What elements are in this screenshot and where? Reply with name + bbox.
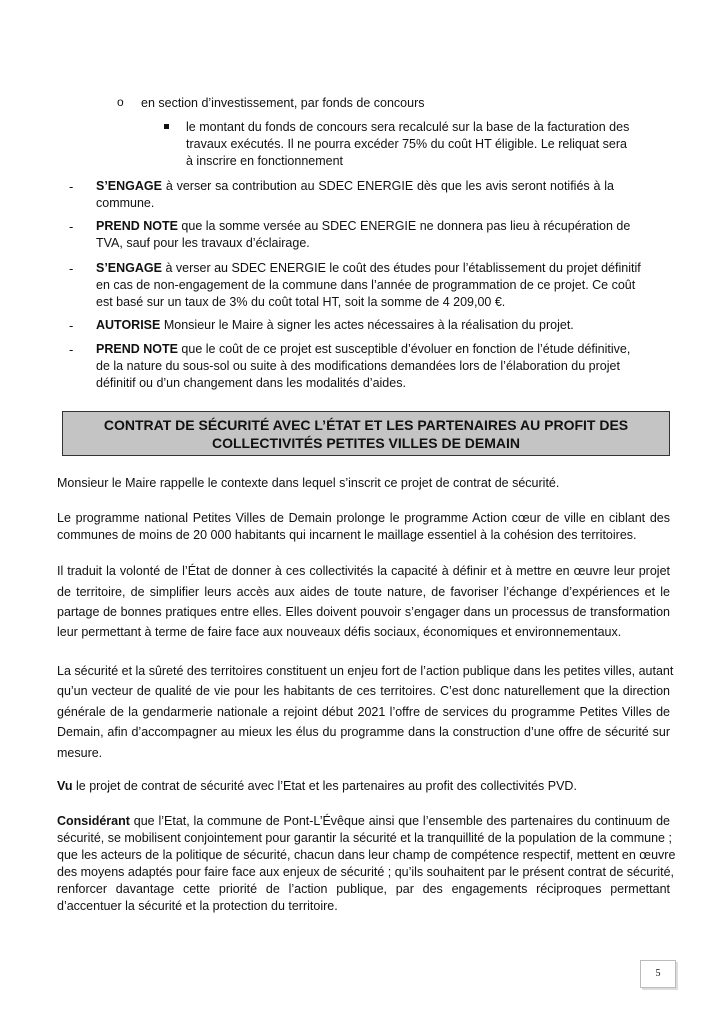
paragraph-line: que les acteurs de la politique de sécurité, chacun dans leur champ de compétence respectif, mettent en œuvre [57, 848, 676, 862]
subsub-line: travaux exécutés. Il ne pourra excéder 75% du coût HT éligible. Le reliquat sera [186, 137, 627, 151]
subsub-line: à inscrire en fonctionnement [186, 154, 344, 168]
paragraph-line: La sécurité et la sûreté des territoires constituent un enjeu fort de l’action publique dans les petites villes, autant [57, 664, 674, 678]
dash-bullet-icon: - [69, 179, 74, 194]
paragraph-line: partage de bonnes pratiques entre elles. Elles doivent pouvoir s’engager dans un processus de transformation [57, 605, 670, 619]
keyword: S’ENGAGE [96, 261, 162, 275]
paragraph-line: Il traduit la volonté de l’État de donner à ces collectivités la capacité à définir et à mettre en œuvre leur projet [57, 564, 670, 578]
list-item-line: définitif ou d’un changement dans les modalités d’aides. [96, 376, 406, 390]
paragraph-line: de territoire, de simplifier leurs accès aux aides de toute nature, de favoriser l’échange d’expériences et le [57, 585, 670, 599]
square-bullet-icon [164, 124, 169, 129]
list-item-line: TVA, sauf pour les travaux d’éclairage. [96, 236, 310, 250]
list-item-line: est basé sur un taux de 3% du coût total HT, soit la somme de 4 209,00 €. [96, 295, 506, 309]
paragraph-line: Considérant que l’Etat, la commune de Pont-L’Évêque ainsi que l’ensemble des partenaires du continuum de [57, 814, 670, 828]
paragraph-line: Vu le projet de contrat de sécurité avec l’Etat et les partenaires au profit des collectivités PVD. [57, 779, 577, 793]
dash-bullet-icon: - [69, 318, 74, 333]
banner-line-2: COLLECTIVITÉS PETITES VILLES DE DEMAIN [211, 435, 521, 451]
paragraph-line: sécurité, se mobilisent conjointement pour garantir la sécurité et la tranquillité de la population de la commune ; [57, 831, 672, 845]
list-item-line: AUTORISE Monsieur le Maire à signer les actes nécessaires à la réalisation du projet. [96, 318, 574, 332]
page-number: 5 [640, 960, 676, 988]
keyword: PREND NOTE [96, 342, 178, 356]
keyword: Considérant [57, 814, 130, 828]
list-item-line: PREND NOTE que la somme versée au SDEC ENERGIE ne donnera pas lieu à récupération de [96, 219, 631, 233]
keyword: AUTORISE [96, 318, 161, 332]
section-heading-banner [62, 411, 670, 456]
paragraph-line: Demain, afin d’accompagner au mieux les élus du programme dans la construction d’une offre de sécurité sur [57, 725, 670, 739]
paragraph-line: renforcer davantage cette priorité de l’action publique, par des engagements réciproques permettant [57, 882, 670, 896]
paragraph-line: Monsieur le Maire rappelle le contexte dans lequel s’inscrit ce projet de contrat de sécurité. [57, 476, 560, 490]
paragraph-line: communes de moins de 20 000 habitants qui incarnent le maillage essentiel à la cohésion des territoires. [57, 528, 637, 542]
dash-bullet-icon: - [69, 261, 74, 276]
list-item-line: en cas de non-engagement de la commune dans l’année de programmation de ce projet. Ce coût [96, 278, 636, 292]
dash-bullet-icon: - [69, 219, 74, 234]
dash-bullet-icon: - [69, 342, 74, 357]
subsub-line: le montant du fonds de concours sera recalculé sur la base de la facturation des [186, 120, 630, 134]
keyword: S’ENGAGE [96, 179, 162, 193]
paragraph-line: leur permettant à terme de faire face aux nouveaux défis sociaux, économiques et environnementaux. [57, 625, 622, 639]
paragraph-line: des moyens adaptés pour faire face aux enjeux de sécurité ; qu’ils souhaitent par le présent contrat de sécurité, [57, 865, 675, 879]
paragraph-line: générale de la gendarmerie nationale a rejoint début 2021 l’offre de services du programme Petites Villes de [57, 705, 670, 719]
paragraph-line: mesure. [57, 746, 103, 760]
paragraph-line: d’accentuer la sécurité et la protection du territoire. [57, 899, 338, 913]
paragraph-line: qu’un vecteur de qualité de vie pour les habitants de ces territoires. C’est donc naturellement que la direction [57, 684, 670, 698]
keyword: PREND NOTE [96, 219, 178, 233]
list-item-line: commune. [96, 196, 155, 210]
list-item-line: S’ENGAGE à verser au SDEC ENERGIE le coût des études pour l’établissement du projet définitif [96, 261, 641, 275]
paragraph-line: Le programme national Petites Villes de Demain prolonge le programme Action cœur de ville en ciblant des [57, 511, 670, 525]
sub-item: en section d’investissement, par fonds de concours [141, 96, 425, 110]
list-item-line: de la nature du sous-sol ou suite à des modifications demandées lors de l’élaboration du projet [96, 359, 620, 373]
list-item-line: S’ENGAGE à verser sa contribution au SDEC ENERGIE dès que les avis seront notifiés à la [96, 179, 614, 193]
banner-line-1: CONTRAT DE SÉCURITÉ AVEC L’ÉTAT ET LES PARTENAIRES AU PROFIT DES [103, 417, 629, 433]
circle-bullet-icon: o [117, 95, 124, 109]
keyword: Vu [57, 779, 73, 793]
list-item-line: PREND NOTE que le coût de ce projet est susceptible d’évoluer en fonction de l’étude définitive, [96, 342, 631, 356]
